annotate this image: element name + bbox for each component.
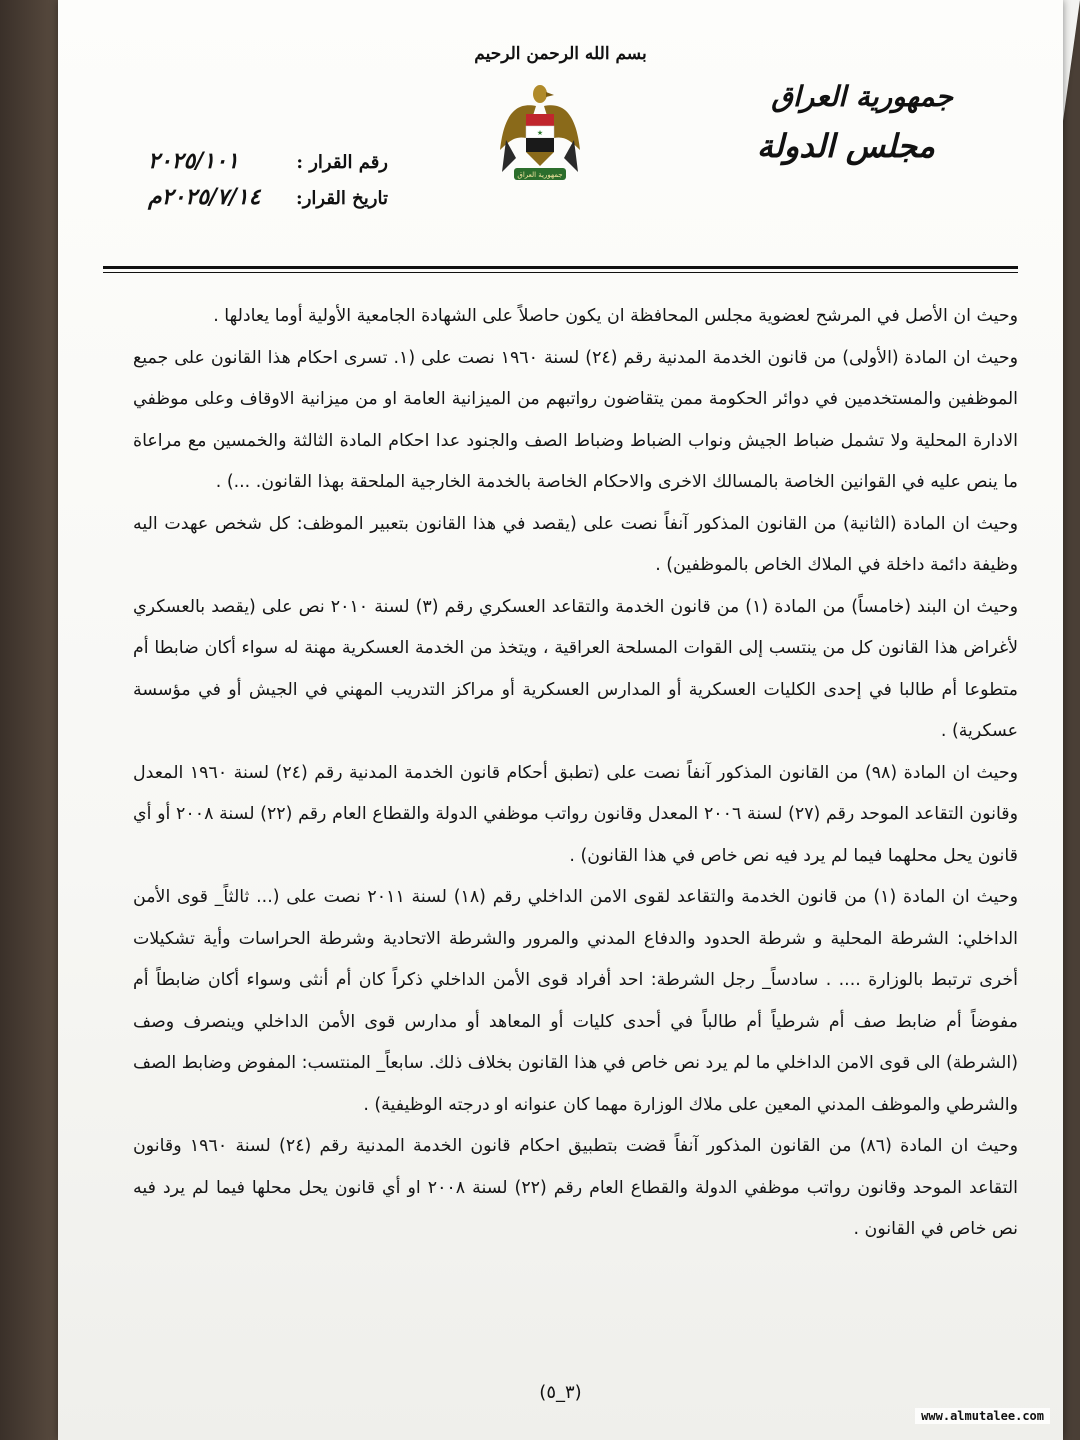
paragraph: وحيث ان المادة (الأولى) من قانون الخدمة المدنية رقم (٢٤) لسنة ١٩٦٠ نصت على (١. تسرى احكام هذا القانون على جميع الموظفين والمستخدمين في دوائر الحكومة ممن يتقاضون رواتبهم من الميزانية العامة او من ميزانية الاوقاف وعلى موظفي الادارة المحلية ولا تشمل ضباط الجيش ونواب الضباط وضباط الصف والجنود عدا احكام المادة الثالثة والخمسين مع مراعاة ما ينص عليه في القوانين الخاصة بالمسالك الاخرى والاحكام الخاصة بالخدمة الخارجية الملحقة بهذا القانون. ...) . bbox=[133, 347, 1019, 492]
basmala: بسم الله الرحمن الرحيم bbox=[474, 44, 647, 64]
paragraph: وحيث ان المادة (١) من قانون الخدمة والتقاعد لقوى الامن الداخلي رقم (١٨) لسنة ٢٠١١ نصت على (... ثالثاً_ قوى الأمن الداخلي: الشرطة المحلية و شرطة الحدود والدفاع المدني والمرور والشرطة الاتحادية وشرطة الحراسات وأية تشكيلات أخرى ترتبط بالوزارة .... . سادساً_ رجل الشرطة: احد أفراد قوى الأمن الداخلي ذكراً كان أم أنثى وسواء أكان ضابطاً أم مفوضاً أم ضابط صف أم شرطياً أم طالباً في أحدى كليات أو المعاهد أو مدارس قوى الأمن الداخلي وينصرف وصف (الشرطة) الى قوى الامن الداخلي ما لم يرد نص خاص في هذا القانون بخلاف ذلك. سابعاً_ المنتسب: المفوض وضابط الصف والشرطي والموظف المدني المعين على ملاك الوزارة مهما كان عنوانه او درجته الوظيفية) . bbox=[133, 887, 1018, 1115]
paragraph: وحيث ان الأصل في المرشح لعضوية مجلس المحافظة ان يكون حاصلاً على الشهادة الجامعية الأولية أوما يعادلها . bbox=[213, 306, 1018, 326]
paragraph: وحيث ان البند (خامساً) من المادة (١) من قانون الخدمة والتقاعد العسكري رقم (٣) لسنة ٢٠١٠ نص على (يقصد بالعسكري لأغراض هذا القانون كل من ينتسب إلى القوات المسلحة العراقية ، ويتخذ من الخدمة العسكرية مهنة له سواء أكان ضابطا أم متطوعا أم طالبا في إحدى الكليات العسكرية أو المدارس العسكرية أو مراكز التدريب المهني في الجيش أو في مؤسسة عسكرية) . bbox=[133, 596, 1018, 741]
emblem-banner-text: جمهورية العراق bbox=[517, 171, 563, 179]
header-divider-thin bbox=[103, 272, 1018, 273]
svg-text:★: ★ bbox=[536, 129, 544, 137]
decision-date-value: ٢٠٢٥/٧/١٤م bbox=[148, 184, 261, 210]
iraq-eagle-emblem-icon bbox=[496, 80, 584, 200]
issuer-block bbox=[733, 80, 953, 165]
document-body bbox=[133, 296, 1018, 1251]
decision-date-row bbox=[148, 184, 388, 220]
decision-number-label: رقم القرار : bbox=[296, 152, 388, 173]
paragraph: وحيث ان المادة (الثانية) من القانون المذكور آنفاً نصت على (يقصد في هذا القانون بتعبير الموظف: كل شخص عهدت اليه وظيفة دائمة داخلة في الملاك الخاص بالموظفين) . bbox=[133, 513, 1018, 575]
page-number: (٣_٥) bbox=[539, 1382, 582, 1403]
paragraph: وحيث ان المادة (٩٨) من القانون المذكور آنفاً نصت على (تطبق أحكام قانون الخدمة المدنية رقم (٢٤) لسنة ١٩٦٠ المعدل وقانون التقاعد الموحد رقم (٢٧) لسنة ٢٠٠٦ المعدل وقانون رواتب موظفي الدولة والقطاع العام رقم (٢٢) لسنة ٢٠٠٨ أو أي قانون يحل محلهما فيما لم يرد فيه نص خاص في هذا القانون) . bbox=[133, 762, 1018, 866]
decision-date-label: تاريخ القرار: bbox=[296, 188, 388, 209]
site-watermark: www.almutalee.com bbox=[915, 1408, 1050, 1424]
issuer-country: جمهورية العراق bbox=[771, 80, 953, 113]
desk-background bbox=[0, 0, 60, 1440]
issuer-council: مجلس الدولة bbox=[756, 127, 935, 165]
document-page bbox=[58, 0, 1063, 1440]
decision-meta bbox=[148, 148, 388, 220]
paragraph: وحيث ان المادة (٨٦) من القانون المذكور آنفاً قضت بتطبيق احكام قانون الخدمة المدنية رقم (٢٤) لسنة ١٩٦٠ وقانون التقاعد الموحد وقانون رواتب موظفي الدولة والقطاع العام رقم (٢٢) لسنة ٢٠٠٨ او أي قانون يحل محلها فيما لم يرد فيه نص خاص في القانون . bbox=[133, 1136, 1018, 1239]
decision-number-value: ٢٠٢٥/١٠١ bbox=[148, 148, 239, 174]
header-divider-thick bbox=[103, 266, 1018, 269]
decision-number-row bbox=[148, 148, 388, 184]
